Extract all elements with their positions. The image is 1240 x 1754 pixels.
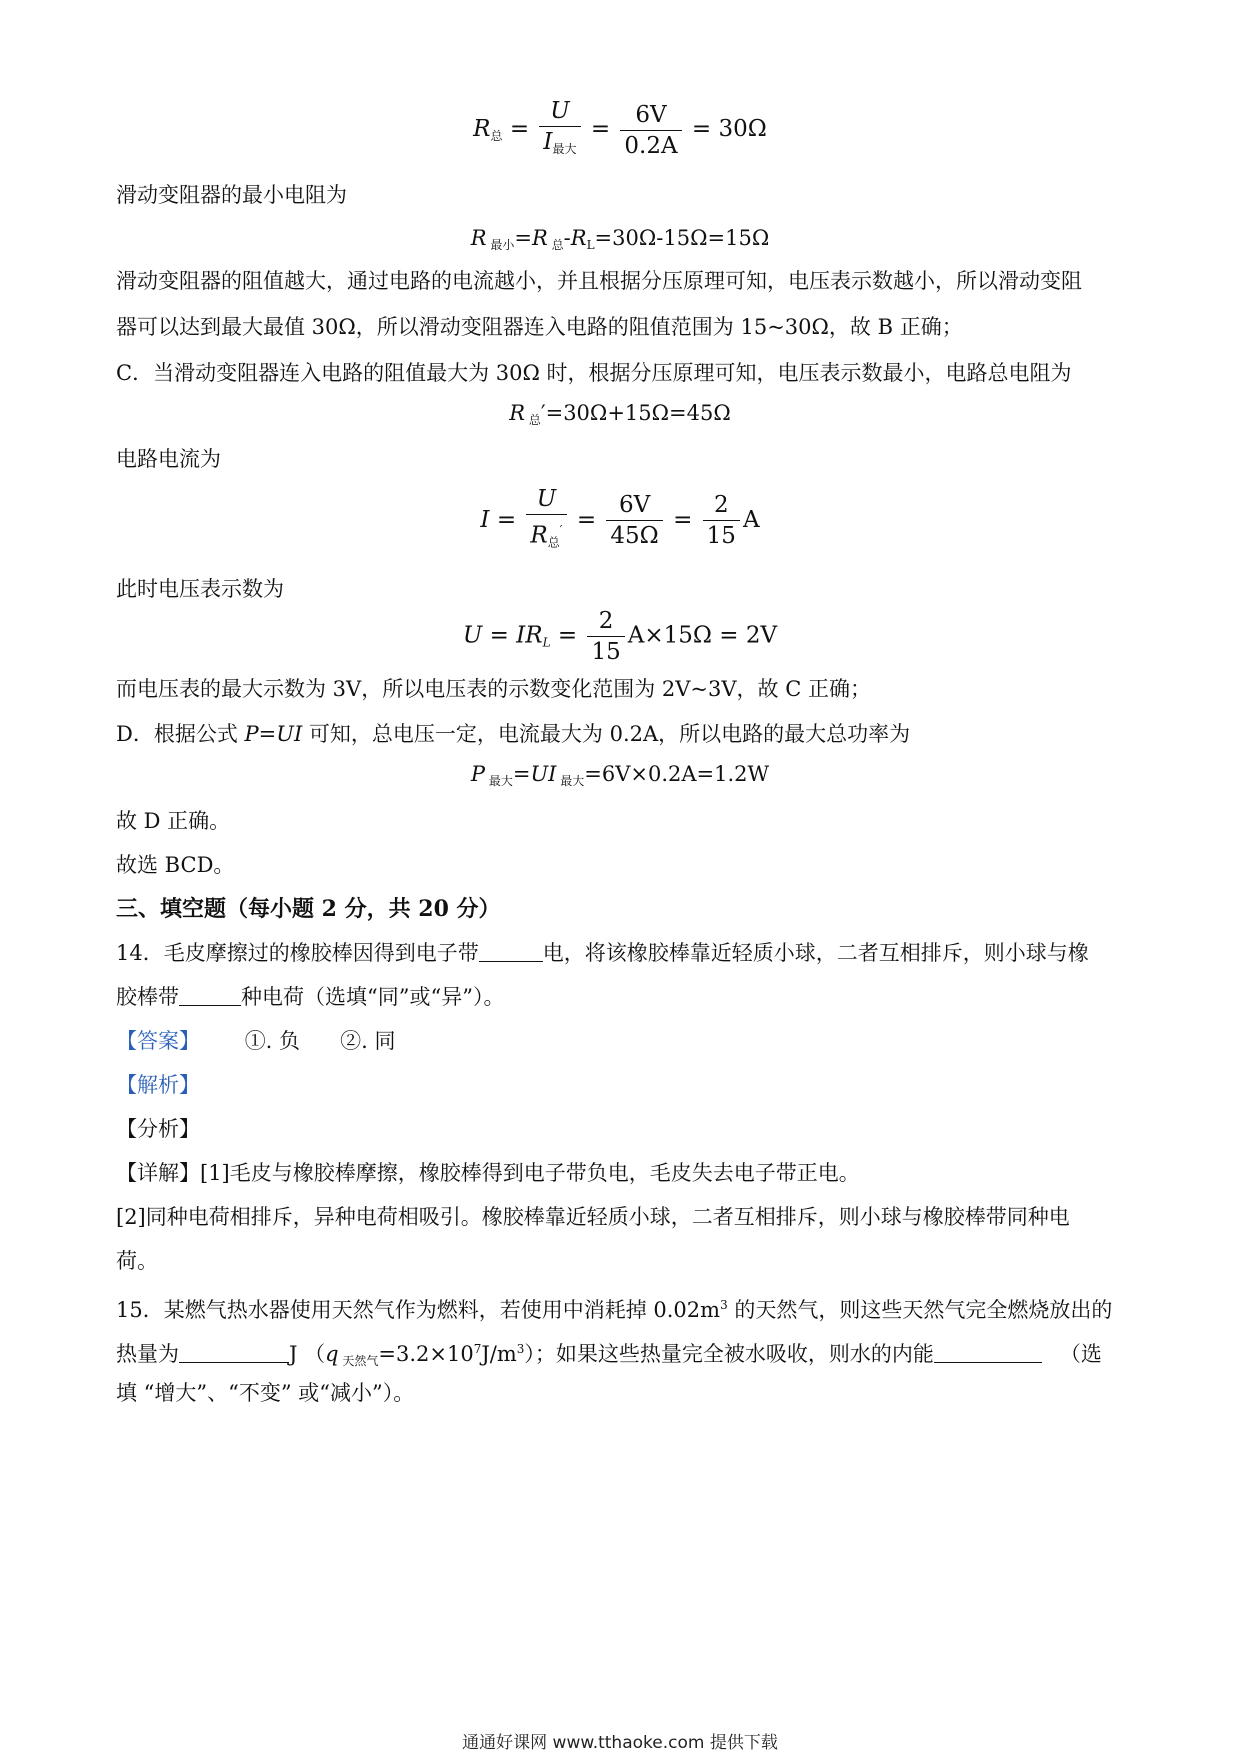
text-line: 故选 BCD。 xyxy=(116,853,235,877)
formula-current: I = $\frac{U}{R总'}$ = $\frac{6V}{45\Omega}$ = $\frac{2}{15}$ A xyxy=(0,486,1240,556)
detail-label: 【详解】 xyxy=(116,1161,200,1185)
fraction-numerator: U xyxy=(539,98,580,127)
paragraph-line: C．当滑动变阻器连入电路的阻值最大为 30Ω 时，根据分压原理可知，电压表示数最小，电路总电阻为 xyxy=(116,361,1072,385)
fraction-denominator: 15 xyxy=(706,523,736,550)
answer-label: 【答案】 xyxy=(116,1029,200,1053)
paragraph-line: 滑动变阻器的阻值越大，通过电路的电流越小，并且根据分压原理可知，电压表示数越小，所以滑动变阻 xyxy=(116,269,1082,293)
text-line: 滑动变阻器的最小电阻为 xyxy=(116,183,347,207)
detail-line: [2]同种电荷相排斥，异种电荷相吸引。橡胶棒靠近轻质小球，二者互相排斥，则小球与橡胶棒带同种电 xyxy=(116,1205,1070,1229)
fraction xyxy=(539,98,580,162)
fraction-denominator: 0.2A xyxy=(624,132,678,159)
answer-blank xyxy=(179,987,241,1006)
question-15-line: 15．某燃气热水器使用天然气作为燃料，若使用中消耗掉 $0.02m^3$ 的天然气，则这些天然气完全燃烧放出的 xyxy=(116,1298,1113,1322)
formula-r-total: R总 = $\frac{U}{\text{I最大}}$ = $\frac{6V}{0.2A}$ = 30Ω xyxy=(0,98,1240,162)
answer-blank xyxy=(479,943,543,962)
fraction-numerator: U xyxy=(526,486,566,515)
formula-symbol: R xyxy=(473,116,491,142)
question-15-line: 热量为 J （q 天然气$=3.2\times 10^7J/m^3$）；如果这些热量完全被水吸收，则水的内能 （选 xyxy=(116,1342,1102,1368)
fraction xyxy=(703,492,740,549)
fraction-numerator: 2 xyxy=(703,492,740,521)
question-15-line: 填 “增大”、“不变” 或“减小”）。 xyxy=(116,1381,415,1405)
fraction-denominator: 45Ω xyxy=(610,523,659,550)
fraction xyxy=(620,102,681,159)
answer-text: ①. 负 ②. 同 xyxy=(244,1029,396,1053)
formula-r-total-prime: R 总′=30Ω+15Ω=45Ω xyxy=(509,401,731,427)
formula-voltage: U = IRL = $\frac{2}{15}$ A×15Ω = 2V xyxy=(462,608,778,665)
fraction xyxy=(526,486,566,556)
fraction-numerator: 2 xyxy=(587,608,624,637)
fraction-denominator: R总′ xyxy=(530,522,563,550)
section-heading: 三、填空题（每小题 2 分，共 20 分） xyxy=(116,896,501,922)
analysis-label: 【解析】 xyxy=(116,1073,200,1097)
formula-r-min: R 最小=R 总-RL=30Ω-15Ω=15Ω xyxy=(470,226,770,252)
formula-subscript: 总 xyxy=(490,129,503,143)
answer-blank xyxy=(934,1344,1042,1363)
detail-line: 【详解】[1]毛皮与橡胶棒摩擦，橡胶棒得到电子带负电，毛皮失去电子带正电。 xyxy=(116,1161,860,1185)
paragraph-line: D．根据公式 P=UI 可知，总电压一定，电流最大为 0.2A，所以电路的最大总功率为 xyxy=(116,722,911,746)
text-line: 故 D 正确。 xyxy=(116,809,231,833)
paragraph-line: 器可以达到最大最值 30Ω，所以滑动变阻器连入电路的阻值范围为 15~30Ω，故 B 正确； xyxy=(116,315,963,339)
answer-line xyxy=(116,1026,1126,1056)
answer-blank xyxy=(179,1344,289,1363)
fraction xyxy=(606,492,662,549)
fenxi-label: 【分析】 xyxy=(116,1117,200,1141)
text-line: 此时电压表示数为 xyxy=(116,577,284,601)
fraction-numerator: 6V xyxy=(620,102,681,131)
fraction xyxy=(587,608,624,665)
page-footer: 通通好课网 www.tthaoke.com 提供下载 xyxy=(462,1733,778,1753)
detail-line: 荷。 xyxy=(116,1249,158,1273)
formula-power: P 最大=UI 最大=6V×0.2A=1.2W xyxy=(470,762,770,788)
fraction-numerator: 6V xyxy=(606,492,662,521)
question-14-line: 14．毛皮摩擦过的橡胶棒因得到电子带 电，将该橡胶棒靠近轻质小球，二者互相排斥，则小球与橡 xyxy=(116,941,1089,965)
formula-result: = 30Ω xyxy=(691,116,767,142)
fraction-denominator: I最大 xyxy=(543,129,577,156)
fraction-denominator: 15 xyxy=(591,639,621,665)
text-line: 电路电流为 xyxy=(116,447,221,471)
paragraph-line: 而电压表的最大示数为 3V，所以电压表的示数变化范围为 2V~3V，故 C 正确； xyxy=(116,677,871,701)
question-14-line: 胶棒带 种电荷（选填“同”或“异”）。 xyxy=(116,985,505,1009)
